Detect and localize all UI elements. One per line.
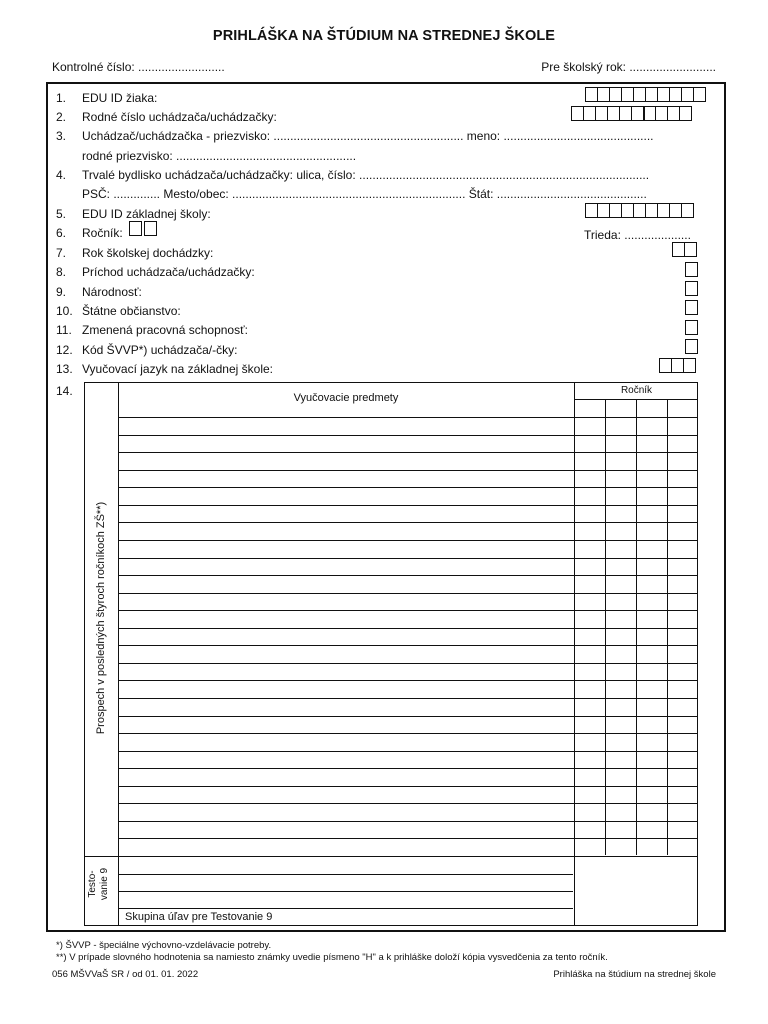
grades-table-row[interactable] xyxy=(118,698,697,699)
grades-table-row[interactable] xyxy=(118,663,697,664)
subjects-header: Vyučovacie predmety xyxy=(293,392,399,404)
item-school-edu-id: 5. EDU ID základnej školy: xyxy=(56,207,211,221)
arrival-box[interactable] xyxy=(686,262,698,277)
form-title: PRIHLÁŠKA NA ŠTÚDIUM NA STREDNEJ ŠKOLE xyxy=(212,28,556,44)
grades-table-row[interactable] xyxy=(118,628,697,629)
attendance-year-boxes[interactable] xyxy=(673,242,697,257)
grades-table xyxy=(84,382,698,926)
grades-table-row[interactable] xyxy=(118,487,697,488)
testing-label-line2: vanie 9 xyxy=(99,867,110,901)
testing-group-label: Skupina úľav pre Testovanie 9 xyxy=(125,911,273,923)
footer-form-code: 056 MŠVVaŠ SR / od 01. 01. 2022 xyxy=(52,969,199,980)
citizenship-box[interactable] xyxy=(686,300,698,315)
item-nationality: 9. Národnosť: xyxy=(56,285,142,299)
year-header: Ročník xyxy=(620,385,653,396)
grades-table-row[interactable] xyxy=(118,452,697,453)
item-birth-number: 2. Rodné číslo uchádzača/uchádzačky: xyxy=(56,110,277,124)
footer-form-name: Prihláška na štúdium na strednej škole xyxy=(553,969,716,980)
grades-table-row[interactable] xyxy=(118,435,697,436)
grades-table-row[interactable] xyxy=(118,575,697,576)
grade-boxes[interactable] xyxy=(130,221,157,236)
birth-number-boxes[interactable] xyxy=(572,106,692,121)
item-language: 13. Vyučovací jazyk na základnej škole: xyxy=(56,362,273,376)
grades-table-row[interactable] xyxy=(118,733,697,734)
item-citizenship: 10. Štátne občianstvo: xyxy=(56,304,181,318)
grades-table-row[interactable] xyxy=(118,821,697,822)
class-field[interactable]: Trieda: .................... xyxy=(584,228,691,242)
work-capacity-box[interactable] xyxy=(686,320,698,335)
grades-table-row[interactable] xyxy=(118,838,697,839)
grades-side-label: Prospech v posledných štyroch ročníkoch ZŠ**) xyxy=(95,501,107,735)
item-school-attendance-year: 7. Rok školskej dochádzky: xyxy=(56,246,214,260)
grades-table-row[interactable] xyxy=(118,751,697,752)
item-address[interactable]: 4. Trvalé bydlisko uchádzača/uchádzačky: ulica, číslo: ....................................................................................... xyxy=(56,168,650,182)
item-arrival: 8. Príchod uchádzača/uchádzačky: xyxy=(56,265,255,279)
item-name[interactable]: 3. Uchádzač/uchádzačka - priezvisko: ......................................................... meno: ............................................. xyxy=(56,129,654,143)
footnote-svvp: *) ŠVVP - špeciálne výchovno-vzdelávacie potreby. xyxy=(56,940,272,951)
grades-table-row[interactable] xyxy=(118,610,697,611)
nationality-box[interactable] xyxy=(686,281,698,296)
language-boxes[interactable] xyxy=(660,358,696,373)
school-edu-id-boxes[interactable] xyxy=(586,203,694,218)
item-address-city[interactable]: PSČ: .............. Mesto/obec: ...................................................................... Štát: ............................................. xyxy=(82,187,647,201)
item-maiden-name[interactable]: rodné priezvisko: ...................................................... xyxy=(82,149,357,163)
grades-table-row[interactable] xyxy=(118,540,697,541)
item-edu-id: 1. EDU ID žiaka: xyxy=(56,91,158,105)
grades-table-row[interactable] xyxy=(118,680,697,681)
item-grades-number: 14. xyxy=(56,384,73,398)
control-number-field[interactable]: Kontrolné číslo: .......................... xyxy=(52,60,225,74)
grades-table-row[interactable] xyxy=(118,786,697,787)
grades-table-row[interactable] xyxy=(118,716,697,717)
grades-table-row[interactable] xyxy=(118,803,697,804)
grades-table-row[interactable] xyxy=(118,768,697,769)
svvp-code-box[interactable] xyxy=(686,339,698,354)
footnote-verbal-assessment: **) V prípade slovného hodnotenia sa namiesto známky uvedie písmeno "H" a k prihláške doloží kópia vysvedčenia za tento ročník. xyxy=(56,952,608,963)
edu-id-boxes[interactable] xyxy=(586,87,706,102)
grades-table-row[interactable] xyxy=(118,522,697,523)
grades-table-row[interactable] xyxy=(118,505,697,506)
grades-table-row[interactable] xyxy=(118,593,697,594)
grades-table-row[interactable] xyxy=(118,558,697,559)
grades-table-row[interactable] xyxy=(118,645,697,646)
item-grade: 6. Ročník: xyxy=(56,226,123,240)
grades-table-row[interactable] xyxy=(118,470,697,471)
school-year-field[interactable]: Pre školský rok: .......................... xyxy=(541,60,716,74)
item-svvp-code: 12. Kód ŠVVP*) uchádzača/-čky: xyxy=(56,343,238,357)
testing-label-line1: Testo- xyxy=(87,870,98,898)
item-work-capacity: 11. Zmenená pracovná schopnosť: xyxy=(56,323,248,337)
